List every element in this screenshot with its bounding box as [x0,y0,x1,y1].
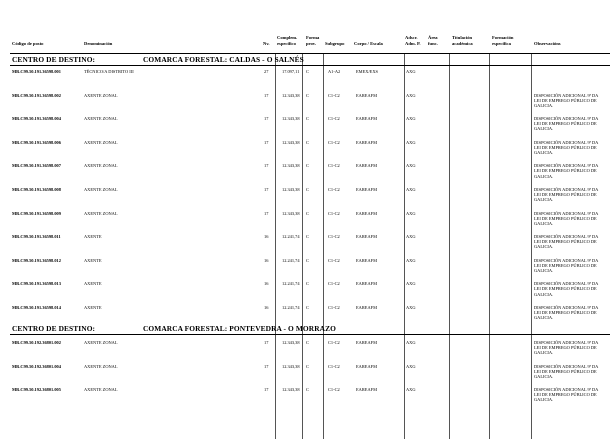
cell-subgrupo: C1-C2 [328,340,340,345]
cell-adscr: AXG [406,363,416,369]
cell-codigo: MR.C99.50.191.36598.008 [12,187,61,192]
cell-nv: 16 [264,305,269,310]
cell-observacions: DISPOSICIÓN ADICIONAL 9ª DA LEI DE EMPREGO PÚBLICO DE GALICIA. [534,116,599,132]
column-rule [323,54,324,439]
cell-subgrupo: C1-C2 [328,139,340,145]
header-adm: Adm. P. [405,41,421,46]
section-rule [10,65,610,66]
cell-complem: 12.241,74 [282,257,300,263]
cell-codigo: MR.C99.50.192.36801.004 [12,363,61,369]
cell-observacions: DISPOSICIÓN ADICIONAL 9ª DA LEI DE EMPREGO PÚBLICO DE GALICIA. [534,210,599,226]
cell-observacions: DISPOSICIÓN ADICIONAL 9ª DA LEI DE EMPREGO PÚBLICO DE GALICIA. [534,363,599,379]
cell-corpo: EAREAFM [356,340,377,345]
cell-complem: 12.343,38 [282,116,300,122]
cell-codigo: MR.C99.50.191.36598.004 [12,116,61,122]
cell-complem: 12.343,38 [282,340,300,345]
cell-nv: 16 [264,281,269,287]
cell-codigo: MR.C99.50.191.36598.009 [12,210,61,216]
cell-denominacion: AXENTE [84,257,102,263]
column-rule [302,54,303,439]
column-rule [275,54,276,439]
cell-adscr: AXG [406,69,416,74]
cell-subgrupo: C1-C2 [328,210,340,216]
cell-corpo: EAREAFM [356,387,377,393]
cell-corpo: EAREAFM [356,163,377,169]
cell-forma: C [306,210,309,216]
cell-forma: C [306,116,309,122]
cell-nv: 27 [264,69,269,74]
cell-adscr: AXG [406,210,416,216]
cell-nv: 16 [264,257,269,263]
cell-corpo: EAREAFM [356,92,377,98]
cell-complem: 12.343,38 [282,363,300,369]
cell-nv: 17 [264,187,269,192]
section-label: CENTRO DE DESTINO: [12,55,96,64]
cell-corpo: EAREAFM [356,234,377,240]
cell-codigo: MR.C99.50.191.36598.007 [12,163,61,169]
header-titulacion: Titulación [452,35,473,40]
cell-corpo: EAREAFM [356,257,377,263]
cell-complem: 12.343,38 [282,92,300,98]
cell-adscr: AXG [406,163,416,169]
cell-observacions: DISPOSICIÓN ADICIONAL 9ª DA LEI DE EMPREGO PÚBLICO DE GALICIA. [534,387,599,403]
cell-observacions: DISPOSICIÓN ADICIONAL 9ª DA LEI DE EMPREGO PÚBLICO DE GALICIA. [534,257,599,273]
cell-subgrupo: C1-C2 [328,281,340,287]
cell-corpo: EAREAFM [356,139,377,145]
cell-nv: 17 [264,363,269,369]
cell-forma: C [306,387,309,393]
cell-subgrupo: C1-C2 [328,234,340,240]
cell-codigo: MR.C99.50.191.36598.002 [12,92,61,98]
header-observacions: Observacións [534,41,561,46]
cell-nv: 17 [264,210,269,216]
cell-subgrupo: C1-C2 [328,187,340,192]
column-rule [449,54,450,439]
section-name: COMARCA FORESTAL: PONTEVEDRA - O MORRAZO [143,324,336,333]
cell-denominacion: AXENTE ZONAL [84,116,118,122]
header-corpo: Corpo / Escala [354,41,383,46]
cell-subgrupo: C1-C2 [328,305,340,310]
section-name: COMARCA FORESTAL: CALDAS - O SALNÉS [143,55,304,64]
cell-subgrupo: C1-C2 [328,163,340,169]
header-codigo: Código de posto [12,41,44,46]
header-subgrupo: Subgrupo [325,41,345,46]
header-adscr: Adscr. [405,35,418,40]
cell-observacions: DISPOSICIÓN ADICIONAL 9ª DA LEI DE EMPREGO PÚBLICO DE GALICIA. [534,92,599,108]
cell-forma: C [306,234,309,240]
cell-denominacion: AXENTE [84,305,102,310]
cell-observacions: DISPOSICIÓN ADICIONAL 9ª DA LEI DE EMPREGO PÚBLICO DE GALICIA. [534,234,599,250]
cell-nv: 17 [264,116,269,122]
cell-adscr: AXG [406,305,416,310]
cell-nv: 17 [264,163,269,169]
cell-subgrupo: A1-A2 [328,69,341,74]
cell-corpo: EAREAFM [356,210,377,216]
header-area: Área [428,35,438,40]
header-rule [10,53,610,54]
column-rule [489,54,490,439]
header-func: func. [428,41,438,46]
cell-codigo: MR.C99.50.191.36598.012 [12,257,61,263]
cell-corpo: EAREAFM [356,305,377,310]
cell-forma: C [306,187,309,192]
cell-denominacion: AXENTE ZONAL [84,363,118,369]
cell-codigo: MR.C99.50.192.36801.005 [12,387,61,393]
cell-forma: C [306,69,309,74]
cell-adscr: AXG [406,281,416,287]
cell-codigo: MR.C99.50.191.36598.013 [12,281,61,287]
section-rule [10,334,610,335]
cell-nv: 17 [264,387,269,393]
cell-denominacion: TÉCNICO/A DISTRITO III [84,69,134,74]
cell-forma: C [306,305,309,310]
cell-denominacion: AXENTE ZONAL [84,210,118,216]
cell-complem: 12.343,38 [282,210,300,216]
cell-forma: C [306,363,309,369]
header-complem: Complem. [277,35,298,40]
section-label: CENTRO DE DESTINO: [12,324,96,333]
cell-adscr: AXG [406,234,416,240]
header-prov: prov. [306,41,316,46]
cell-denominacion: AXENTE ZONAL [84,387,118,393]
header-especifica: específica [492,41,511,46]
cell-nv: 17 [264,139,269,145]
cell-corpo: EAREAFM [356,116,377,122]
cell-subgrupo: C1-C2 [328,257,340,263]
cell-observacions: DISPOSICIÓN ADICIONAL 9ª DA LEI DE EMPREGO PÚBLICO DE GALICIA. [534,187,599,203]
cell-observacions: DISPOSICIÓN ADICIONAL 9ª DA LEI DE EMPREGO PÚBLICO DE GALICIA. [534,139,599,155]
cell-complem: 12.343,38 [282,387,300,393]
cell-adscr: AXG [406,187,416,192]
cell-forma: C [306,139,309,145]
cell-complem: 12.343,38 [282,187,300,192]
cell-adscr: AXG [406,139,416,145]
cell-adscr: AXG [406,387,416,393]
cell-corpo: EAREAFM [356,363,377,369]
cell-adscr: AXG [406,116,416,122]
cell-forma: C [306,92,309,98]
cell-observacions: DISPOSICIÓN ADICIONAL 9ª DA LEI DE EMPREGO PÚBLICO DE GALICIA. [534,305,599,321]
cell-complem: 12.241,74 [282,305,300,310]
cell-adscr: AXG [406,340,416,345]
cell-observacions: DISPOSICIÓN ADICIONAL 9ª DA LEI DE EMPREGO PÚBLICO DE GALICIA. [534,281,599,297]
cell-subgrupo: C1-C2 [328,116,340,122]
column-rule [531,54,532,439]
cell-corpo: EAREAFM [356,187,377,192]
cell-denominacion: AXENTE ZONAL [84,163,118,169]
cell-forma: C [306,281,309,287]
cell-denominacion: AXENTE [84,234,102,240]
cell-forma: C [306,257,309,263]
header-denominacion: Denominación [84,41,113,46]
cell-denominacion: AXENTE ZONAL [84,340,118,345]
cell-corpo: EAREAFM [356,281,377,287]
cell-subgrupo: C1-C2 [328,92,340,98]
cell-codigo: MR.C99.50.192.36801.002 [12,340,61,345]
cell-subgrupo: C1-C2 [328,363,340,369]
cell-forma: C [306,163,309,169]
header-formacion: Formación [492,35,514,40]
cell-complem: 12.343,38 [282,163,300,169]
cell-codigo: MR.C99.50.191.36598.011 [12,234,61,240]
column-rule [404,54,405,439]
cell-nv: 17 [264,340,269,345]
cell-denominacion: AXENTE ZONAL [84,139,118,145]
cell-nv: 16 [264,234,269,240]
cell-codigo: MR.C99.50.191.36598.001 [12,69,61,74]
cell-subgrupo: C1-C2 [328,387,340,393]
cell-nv: 17 [264,92,269,98]
cell-complem: 17.097,11 [282,69,300,74]
cell-codigo: MR.C99.50.191.36598.006 [12,139,61,145]
header-forma: Forma [306,35,320,40]
cell-adscr: AXG [406,257,416,263]
cell-observacions: DISPOSICIÓN ADICIONAL 9ª DA LEI DE EMPREGO PÚBLICO DE GALICIA. [534,340,599,356]
cell-forma: C [306,340,309,345]
cell-complem: 12.241,74 [282,234,300,240]
header-academica: académica [452,41,473,46]
cell-denominacion: AXENTE ZONAL [84,187,118,192]
header-nv: Nv. [263,41,270,46]
cell-corpo: EMEX/EXS [356,69,378,74]
cell-adscr: AXG [406,92,416,98]
cell-denominacion: AXENTE ZONAL [84,92,118,98]
header-especifico: específico [277,41,296,46]
cell-complem: 12.241,74 [282,281,300,287]
cell-codigo: MR.C99.50.191.36598.014 [12,305,61,310]
cell-complem: 12.343,38 [282,139,300,145]
cell-observacions: DISPOSICIÓN ADICIONAL 9ª DA LEI DE EMPREGO PÚBLICO DE GALICIA. [534,163,599,179]
cell-denominacion: AXENTE [84,281,102,287]
